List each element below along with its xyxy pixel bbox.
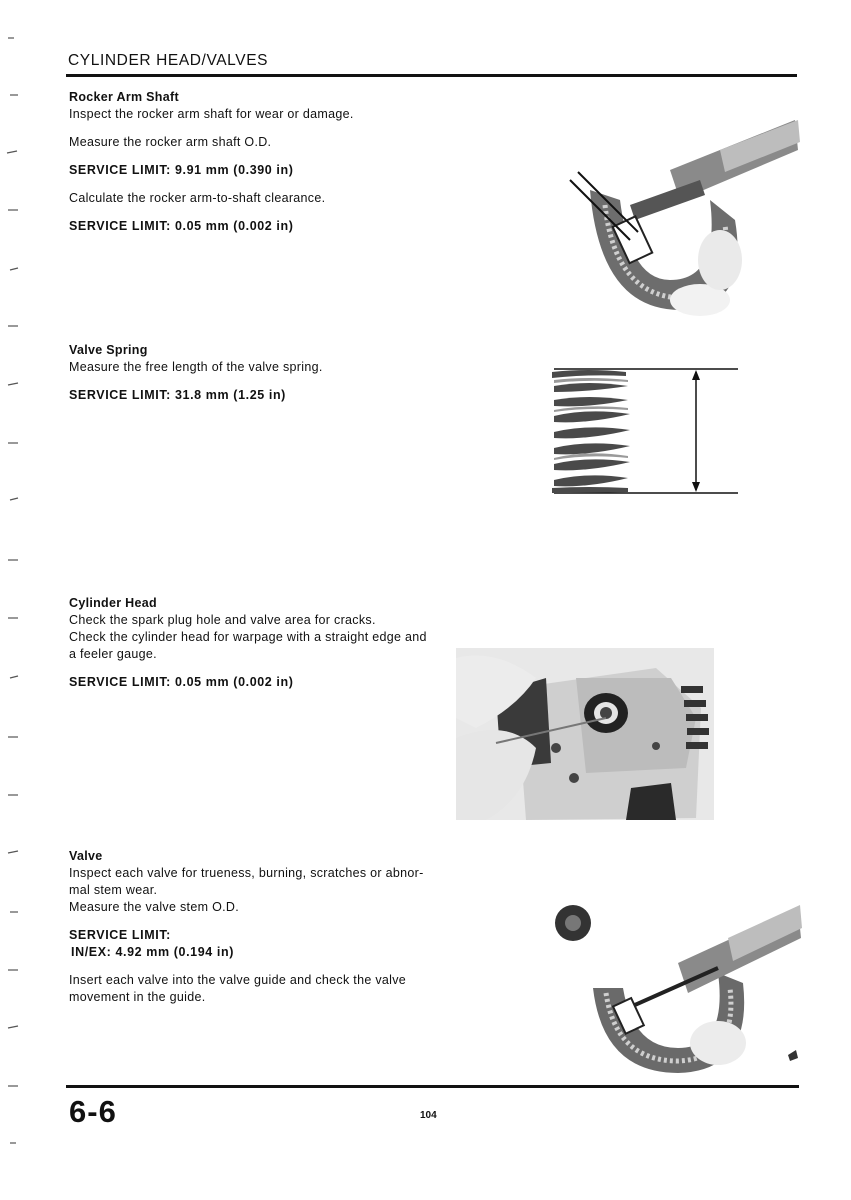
body-text: Measure the valve stem O.D. [69, 900, 239, 914]
section-rocker-arm-shaft [69, 89, 441, 235]
body-text: Measure the free length of the valve spring. [69, 360, 323, 374]
binding-edge-marks [0, 0, 30, 1200]
body-text: Check the cylinder head for warpage with a straight edge and [69, 630, 427, 644]
page-header-title: CYLINDER HEAD/VALVES [68, 52, 269, 69]
body-text: movement in the guide. [69, 990, 206, 1004]
section-heading: Valve [69, 849, 103, 863]
service-limit: SERVICE LIMIT: 31.8 mm (1.25 in) [69, 388, 286, 402]
micrometer-rocker-shaft-figure [560, 110, 800, 315]
service-limit: SERVICE LIMIT: 0.05 mm (0.002 in) [69, 675, 294, 689]
section-heading: Rocker Arm Shaft [69, 90, 179, 104]
service-limit-label: SERVICE LIMIT: [69, 928, 171, 942]
body-text: a feeler gauge. [69, 647, 157, 661]
service-limit: SERVICE LIMIT: 0.05 mm (0.002 in) [69, 219, 294, 233]
service-limit-value: IN/EX: 4.92 mm (0.194 in) [71, 945, 234, 959]
section-cylinder-head [69, 595, 441, 691]
micrometer-valve-stem-figure [548, 893, 803, 1078]
footer-rule [66, 1085, 799, 1088]
body-text: Measure the rocker arm shaft O.D. [69, 135, 272, 149]
body-text: Calculate the rocker arm-to-shaft clearance. [69, 191, 326, 205]
section-heading: Valve Spring [69, 343, 148, 357]
valve-spring-figure [548, 362, 740, 500]
cylinder-head-photo [456, 648, 714, 820]
body-text: Check the spark plug hole and valve area for cracks. [69, 613, 376, 627]
body-text: mal stem wear. [69, 883, 158, 897]
body-text: Inspect the rocker arm shaft for wear or damage. [69, 107, 354, 121]
body-text: Inspect each valve for trueness, burning, scratches or abnor- [69, 866, 424, 880]
section-valve [69, 848, 441, 1006]
page-number: 6-6 [69, 1094, 117, 1129]
section-valve-spring [69, 342, 441, 404]
body-text: Insert each valve into the valve guide and check the valve [69, 973, 407, 987]
header-rule [66, 74, 797, 77]
section-heading: Cylinder Head [69, 596, 157, 610]
scan-page-number: 104 [420, 1110, 437, 1121]
service-limit: SERVICE LIMIT: 9.91 mm (0.390 in) [69, 163, 294, 177]
